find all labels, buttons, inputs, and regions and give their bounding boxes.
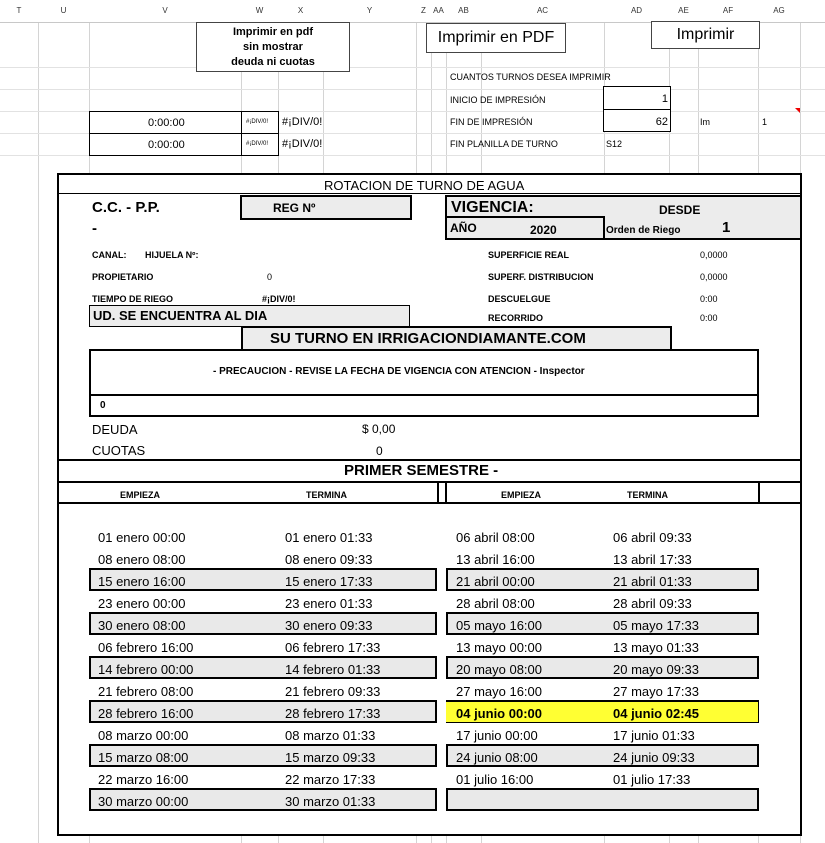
cuotas-label: CUOTAS — [92, 443, 146, 458]
left-termina-header: TERMINA — [306, 490, 347, 500]
turn-end: 15 marzo 09:33 — [285, 750, 376, 765]
cc-dash: - — [92, 220, 97, 237]
anio-value: 2020 — [530, 223, 557, 237]
calc-error-cell[interactable] — [241, 133, 279, 156]
turn-start: 08 marzo 00:00 — [98, 728, 189, 743]
semestre-title: PRIMER SEMESTRE - — [344, 462, 499, 479]
descuelgue-value: 0:00 — [700, 294, 718, 304]
right-empieza-header: EMPIEZA — [501, 490, 542, 500]
tiempo-riego-value: #¡DIV/0! — [262, 294, 296, 304]
recorrido-value: 0:00 — [700, 313, 718, 323]
website-box — [241, 326, 672, 351]
print-button[interactable]: Imprimir — [651, 21, 760, 49]
turn-start: 20 mayo 08:00 — [456, 662, 543, 677]
turn-start: 13 mayo 00:00 — [456, 640, 543, 655]
print-count-title: CUANTOS TURNOS DESEA IMPRIMIR — [450, 72, 611, 82]
print-end-input[interactable] — [603, 109, 671, 132]
turn-end: 08 marzo 01:33 — [285, 728, 376, 743]
propietario-label: PROPIETARIO — [92, 272, 154, 282]
turn-start: 22 marzo 16:00 — [98, 772, 189, 787]
calc-time-value: 0:00:00 — [148, 139, 185, 151]
canal-label: CANAL: — [92, 250, 127, 260]
hijuela-label: HIJUELA Nº: — [145, 250, 199, 260]
column-header[interactable]: AE — [678, 6, 689, 15]
turn-start: 14 febrero 00:00 — [98, 662, 194, 677]
website-text: SU TURNO EN IRRIGACIONDIAMANTE.COM — [270, 330, 586, 347]
left-empieza-header: EMPIEZA — [120, 490, 161, 500]
vigencia-label: VIGENCIA: — [451, 199, 534, 216]
turn-end: 13 abril 17:33 — [613, 552, 692, 567]
column-header[interactable]: AA — [433, 6, 444, 15]
turn-start: 28 abril 08:00 — [456, 596, 535, 611]
turn-end: 21 febrero 09:33 — [285, 684, 381, 699]
note-box — [89, 394, 759, 417]
right-termina-header: TERMINA — [627, 490, 668, 500]
turn-start: 06 febrero 16:00 — [98, 640, 194, 655]
button-line: deuda ni cuotas — [231, 56, 315, 68]
turn-end: 24 junio 09:33 — [613, 750, 695, 765]
column-header[interactable]: V — [162, 6, 168, 15]
turn-end: 30 enero 09:33 — [285, 618, 373, 633]
header-under — [59, 502, 800, 504]
warning-text: - PRECAUCION - REVISE LA FECHA DE VIGENCIA CON ATENCION - Inspector — [213, 366, 585, 377]
calc-time-value: 0:00:00 — [148, 117, 185, 129]
column-header[interactable]: U — [60, 6, 67, 15]
deuda-label: DEUDA — [92, 422, 138, 437]
turn-start: 05 mayo 16:00 — [456, 618, 543, 633]
print-start-label: INICIO DE IMPRESIÓN — [450, 95, 546, 105]
note-value: 0 — [100, 400, 106, 411]
turn-start: 08 enero 08:00 — [98, 552, 186, 567]
column-header[interactable]: AG — [773, 6, 785, 15]
print-end-label: FIN DE IMPRESIÓN — [450, 117, 533, 127]
reg-number-box — [240, 195, 412, 220]
right-header-box — [445, 483, 760, 502]
calc-time-cell[interactable] — [89, 111, 243, 134]
turn-start: 30 marzo 00:00 — [98, 794, 189, 809]
print-pdf-button[interactable]: Imprimir en PDF — [426, 23, 566, 53]
turn-start: 30 enero 08:00 — [98, 618, 186, 633]
turn-end: 28 febrero 17:33 — [285, 706, 381, 721]
calc-error-value: #¡DIV/0! — [246, 141, 269, 147]
turn-start: 01 enero 00:00 — [98, 530, 186, 545]
turn-end: 15 enero 17:33 — [285, 574, 373, 589]
calc-time-cell[interactable] — [89, 133, 243, 156]
superficie-distribucion-value: 0,0000 — [700, 272, 728, 282]
last-sheet-value: S12 — [606, 139, 623, 149]
print-end-value: 62 — [655, 116, 668, 128]
turn-start: 04 junio 00:00 — [456, 706, 542, 721]
superficie-real-label: SUPERFICIE REAL — [488, 250, 570, 260]
title-divider — [59, 193, 800, 194]
turn-end: 08 enero 09:33 — [285, 552, 373, 567]
recorrido-label: RECORRIDO — [488, 313, 544, 323]
deuda-value: $ 0,00 — [362, 422, 396, 436]
print-start-value: 1 — [661, 93, 668, 105]
turn-end: 20 mayo 09:33 — [613, 662, 700, 677]
calc-error-value: #¡DIV/0! — [246, 119, 269, 125]
cuotas-value: 0 — [376, 444, 383, 458]
orden-label: Orden de Riego — [606, 225, 681, 236]
turn-end: 14 febrero 01:33 — [285, 662, 381, 677]
turn-start: 28 febrero 16:00 — [98, 706, 194, 721]
column-header[interactable]: T — [16, 6, 22, 15]
im-value: 1 — [762, 117, 768, 127]
column-header[interactable]: X — [297, 6, 304, 15]
calc-error-text: #¡DIV/0! — [282, 116, 323, 128]
reg-number-label: REG Nº — [273, 201, 316, 215]
cc-pp-label: C.C. - P.P. — [92, 199, 160, 216]
status-text: UD. SE ENCUENTRA AL DIA — [93, 308, 268, 323]
tiempo-riego-label: TIEMPO DE RIEGO — [92, 294, 174, 304]
turn-start: 15 marzo 08:00 — [98, 750, 189, 765]
turn-end: 27 mayo 17:33 — [613, 684, 700, 699]
button-line: sin mostrar — [243, 41, 303, 53]
column-header[interactable]: AD — [630, 6, 643, 15]
turn-end: 01 enero 01:33 — [285, 530, 373, 545]
turn-end: 05 mayo 17:33 — [613, 618, 700, 633]
turn-start: 13 abril 16:00 — [456, 552, 535, 567]
propietario-value: 0 — [267, 272, 273, 282]
turn-start: 23 enero 00:00 — [98, 596, 186, 611]
turn-end: 13 mayo 01:33 — [613, 640, 700, 655]
desde-label: DESDE — [659, 203, 701, 217]
turn-end: 04 junio 02:45 — [613, 706, 699, 721]
turn-end: 01 julio 17:33 — [613, 772, 691, 787]
turn-start: 17 junio 00:00 — [456, 728, 538, 743]
superficie-real-value: 0,0000 — [700, 250, 728, 260]
status-box — [89, 305, 410, 327]
orden-value: 1 — [722, 219, 731, 236]
column-header[interactable]: Y — [366, 6, 373, 15]
turn-end: 06 abril 09:33 — [613, 530, 692, 545]
column-header[interactable]: W — [255, 6, 264, 15]
anio-label: AÑO — [450, 221, 477, 235]
calc-error-text: #¡DIV/0! — [282, 138, 323, 150]
column-header[interactable]: AF — [722, 6, 734, 15]
turn-end: 06 febrero 17:33 — [285, 640, 381, 655]
column-header[interactable]: AC — [536, 6, 549, 15]
turn-end: 17 junio 01:33 — [613, 728, 695, 743]
turn-end: 23 enero 01:33 — [285, 596, 373, 611]
last-sheet-label: FIN PLANILLA DE TURNO — [450, 139, 558, 149]
im-label: Im — [700, 117, 710, 127]
turn-end: 30 marzo 01:33 — [285, 794, 376, 809]
print-pdf-no-debt-button[interactable] — [196, 22, 350, 72]
turn-end: 28 abril 09:33 — [613, 596, 692, 611]
turn-end: 21 abril 01:33 — [613, 574, 692, 589]
column-header[interactable]: AB — [458, 6, 469, 15]
warning-box — [89, 349, 759, 397]
turn-start: 24 junio 08:00 — [456, 750, 538, 765]
superficie-distribucion-label: SUPERF. DISTRIBUCION — [488, 272, 594, 282]
descuelgue-label: DESCUELGUE — [488, 294, 551, 304]
column-header-bar — [0, 0, 825, 23]
column-header[interactable]: Z — [421, 6, 426, 15]
turn-start: 21 abril 00:00 — [456, 574, 535, 589]
turn-start: 01 julio 16:00 — [456, 772, 534, 787]
turn-start: 15 enero 16:00 — [98, 574, 186, 589]
turn-start: 21 febrero 08:00 — [98, 684, 194, 699]
turn-start: 06 abril 08:00 — [456, 530, 535, 545]
calc-error-cell[interactable] — [241, 111, 279, 134]
turn-start: 27 mayo 16:00 — [456, 684, 543, 699]
print-start-input[interactable] — [603, 86, 671, 110]
button-line: Imprimir en pdf — [232, 26, 314, 38]
anio-box — [445, 216, 605, 240]
turn-row-box — [446, 788, 759, 811]
semestre-divider — [59, 459, 800, 461]
sheet-title: ROTACION DE TURNO DE AGUA — [324, 178, 525, 193]
comment-indicator-icon[interactable] — [795, 108, 800, 113]
turn-end: 22 marzo 17:33 — [285, 772, 376, 787]
left-header-box — [59, 483, 439, 502]
